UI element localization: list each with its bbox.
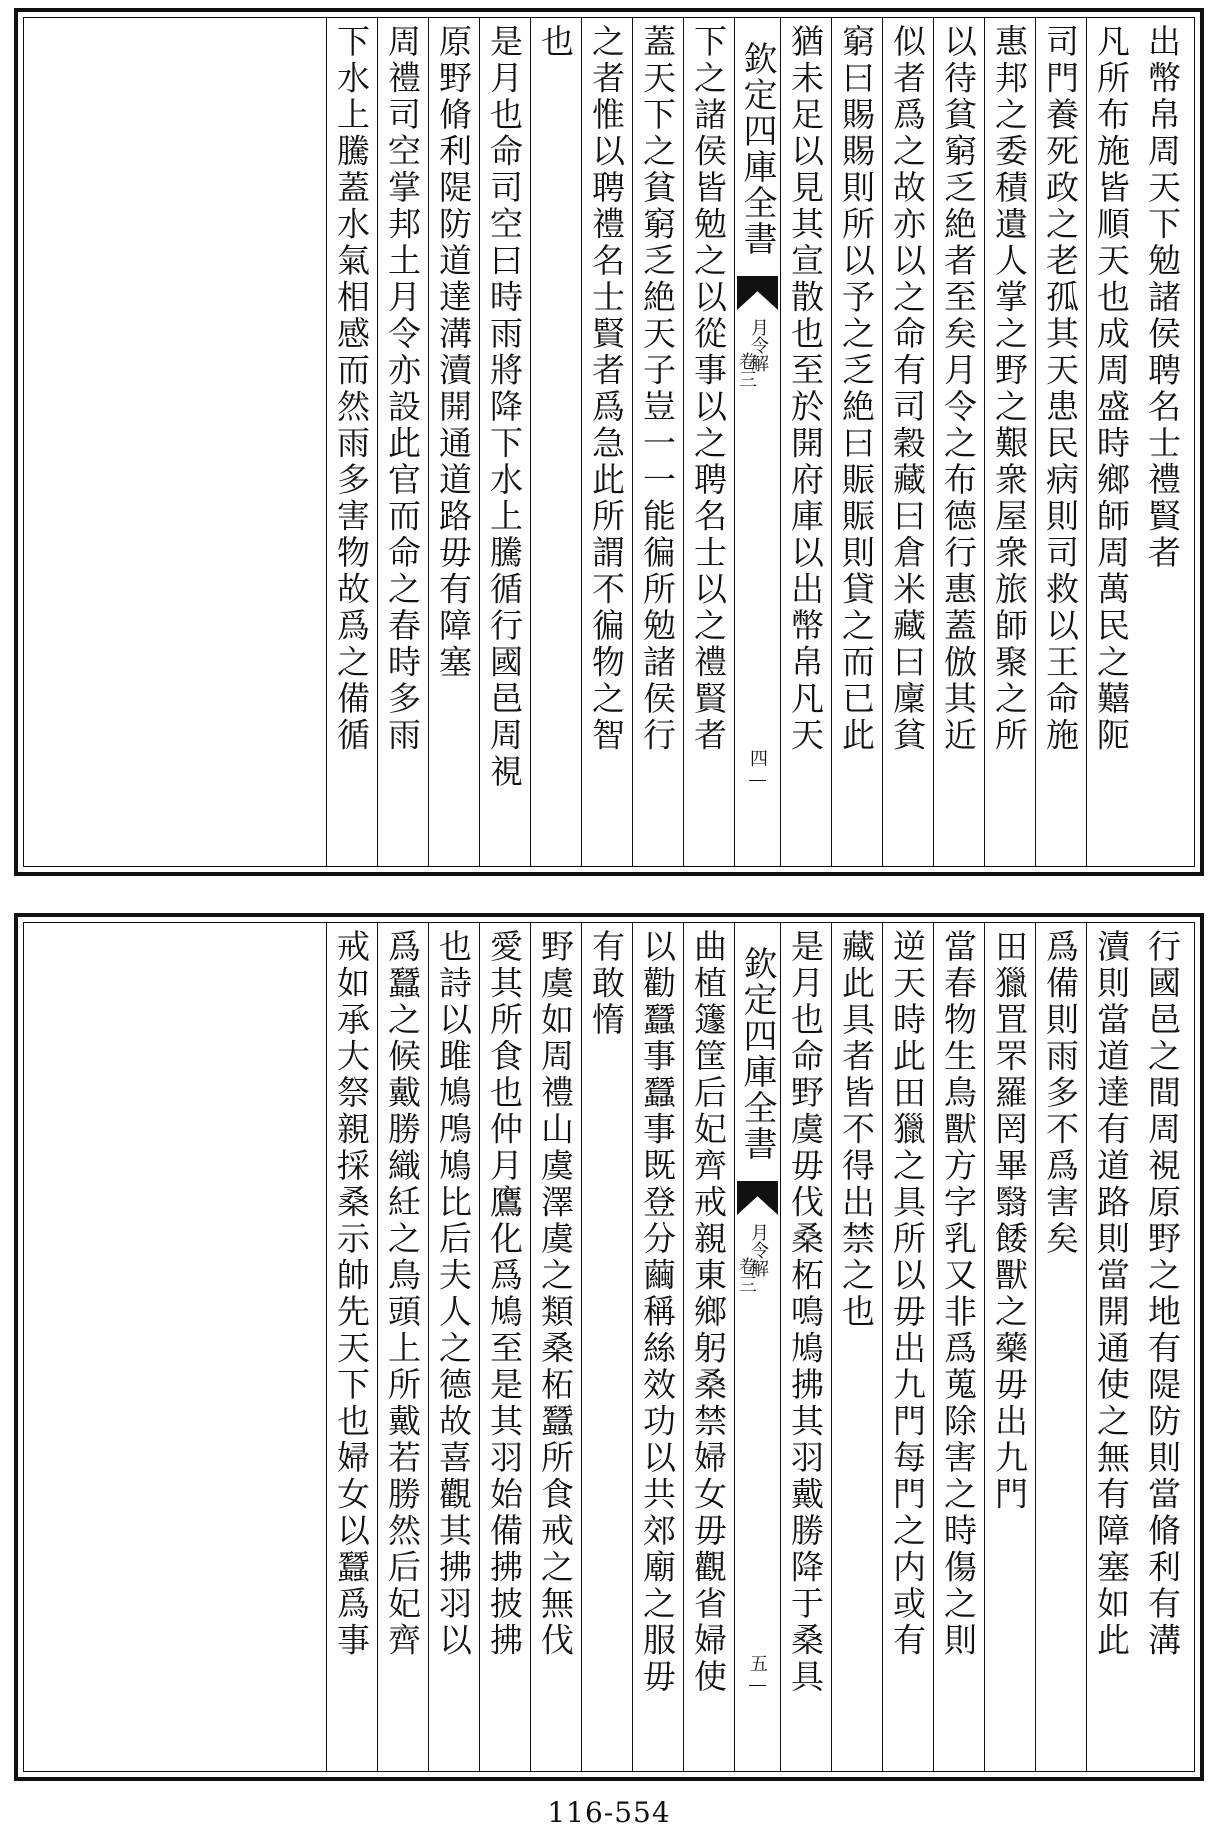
spine-column: [734, 923, 780, 1771]
text-column: [683, 18, 734, 866]
column-text: 爲備則雨多不爲害矣: [1041, 929, 1080, 1258]
column-text: 原野脩利隄防道達溝瀆開通道路毋有障塞: [434, 24, 473, 681]
volume-label: 卷三: [736, 1257, 757, 1293]
column-text: 惠邦之委積遺人掌之野之艱衆屋衆旅師聚之所: [990, 24, 1029, 754]
column-text: 瀆則當道達有道路則當開通使之無有障塞如此: [1092, 929, 1131, 1659]
text-column: [326, 18, 377, 866]
text-column: [326, 923, 377, 1771]
text-column: [1086, 18, 1137, 866]
column-text: 行國邑之間周視原野之地有隄防則當脩利有溝: [1143, 929, 1182, 1659]
column-text: 似者爲之故亦以之命有司穀藏曰倉米藏曰廩貧: [888, 24, 927, 754]
text-column: [479, 923, 530, 1771]
folio-number: 五: [747, 1654, 768, 1672]
bottom-page: [0, 905, 1218, 1785]
column-text: 野虞如周禮山虞澤虞之類桑柘蠶所食戒之無伐: [536, 929, 575, 1659]
column-text: 也詩以雎鳩鳲鳩比后夫人之德故喜觀其拂羽以: [434, 929, 473, 1659]
text-column: [632, 923, 683, 1771]
text-column: [683, 923, 734, 1771]
column-text: 凡所布施皆順天也成周盛時鄉師周萬民之囏阨: [1092, 24, 1131, 754]
text-column: [530, 923, 581, 1771]
column-text: 有敢惰: [587, 929, 626, 1039]
column-text: 戒如承大祭親採桑示帥先天下也婦女以蠶爲事: [332, 929, 371, 1659]
text-column: [984, 923, 1035, 1771]
column-text: 當春物生鳥獸方字乳又非爲蒐除害之時傷之則: [939, 929, 978, 1659]
column-text: 以勸蠶事蠶事既登分繭稱絲效功以共郊廟之服毋: [638, 929, 677, 1696]
page-code: 116-554: [547, 1796, 671, 1829]
column-text: 周禮司空掌邦土月令亦設此官而命之春時多雨: [383, 24, 422, 754]
text-column: [581, 923, 632, 1771]
column-text: 是月也命司空曰時雨將降下水上騰循行國邑周視: [485, 24, 524, 791]
column-text: 曲植籧筐后妃齊戒親東鄉躬桑禁婦女毋觀省婦使: [689, 929, 728, 1696]
text-column: [882, 18, 933, 866]
chapter-title: 月令解: [748, 1223, 769, 1277]
text-column: [780, 18, 831, 866]
column-text: 藏此具者皆不得出禁之也: [837, 929, 876, 1331]
column-text: 爲蠶之候戴勝織紝之鳥頭上所戴若勝然后妃齊: [383, 929, 422, 1659]
text-column: [1035, 18, 1086, 866]
volume-label: 卷三: [736, 352, 757, 388]
folio-divider: [749, 780, 766, 781]
column-text: 下水上騰蓋水氣相感而然雨多害物故爲之備循: [332, 24, 371, 754]
text-column: [984, 18, 1035, 866]
folio-divider: [749, 1685, 766, 1686]
top-page: [0, 0, 1218, 880]
text-column: [882, 923, 933, 1771]
column-text: 也: [536, 24, 575, 61]
column-text: 蓋天下之貧窮乏絶天子豈一一能徧所勉諸侯行: [638, 24, 677, 754]
text-column: [1035, 923, 1086, 1771]
column-text: 逆天時此田獵之具所以毋出九門每門之内或有: [888, 929, 927, 1659]
text-column: [428, 923, 479, 1771]
text-column: [1086, 923, 1137, 1771]
column-text: 以待貧窮乏絶者至矣月令之布德行惠蓋倣其近: [939, 24, 978, 754]
fishtail-mark: [737, 1181, 778, 1215]
chapter-title: 月令解: [748, 318, 769, 372]
text-column: [428, 18, 479, 866]
text-column: [377, 18, 428, 866]
book-title: 欽定四庫全書: [737, 41, 777, 257]
text-column: [1137, 18, 1188, 866]
text-column: [933, 923, 984, 1771]
column-text: 下之諸侯皆勉之以從事以之聘名士以之禮賢者: [689, 24, 728, 754]
bottom-page-inner-border: [23, 922, 1195, 1772]
spine-column: [734, 18, 780, 866]
column-text: 田獵罝罘羅罔畢翳餧獸之藥毋出九門: [990, 929, 1029, 1513]
top-page-frame: [14, 8, 1204, 876]
book-title: 欽定四庫全書: [737, 946, 777, 1162]
text-column: [479, 18, 530, 866]
bottom-page-frame: [14, 913, 1204, 1781]
text-column: [377, 923, 428, 1771]
text-column: [831, 923, 882, 1771]
text-column: [530, 18, 581, 866]
column-text: 之者惟以聘禮名士賢者爲急此所謂不徧物之智: [587, 24, 626, 754]
column-text: 司門養死政之老孤其天患民病則司救以王命施: [1041, 24, 1080, 754]
folio-number: 四: [747, 749, 768, 767]
text-column: [632, 18, 683, 866]
top-page-inner-border: [23, 17, 1195, 867]
text-column: [831, 18, 882, 866]
column-text: 出幣帛周天下勉諸侯聘名士禮賢者: [1143, 24, 1182, 572]
text-column: [581, 18, 632, 866]
text-column: [933, 18, 984, 866]
column-text: 猶未足以見其宣散也至於開府庫以出幣帛凡天: [786, 24, 825, 754]
text-column: [1137, 923, 1188, 1771]
text-column: [780, 923, 831, 1771]
column-text: 愛其所食也仲月鷹化爲鳩至是其羽始備拂披拂: [485, 929, 524, 1659]
column-text: 窮曰賜賜則所以予之乏絶曰賑賑則貸之而已此: [837, 24, 876, 754]
column-text: 是月也命野虞毋伐桑柘鳴鳩拂其羽戴勝降于桑具: [786, 929, 825, 1696]
fishtail-mark: [737, 276, 778, 310]
